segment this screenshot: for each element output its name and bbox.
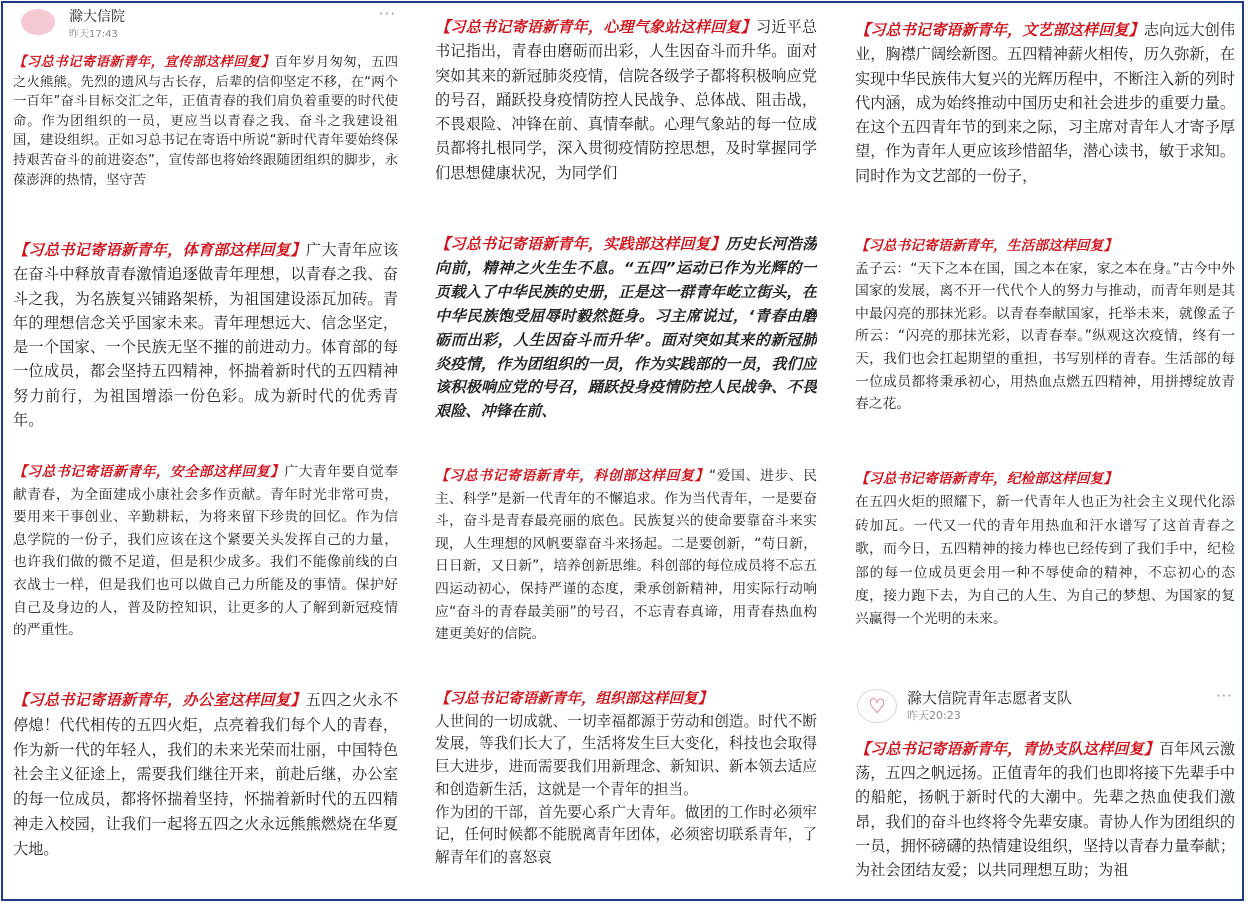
post-text bbox=[855, 235, 1235, 416]
screenshot-collage bbox=[1, 1, 1244, 901]
post-text bbox=[435, 688, 817, 802]
post-body: 在五四火炬的照耀下，新一代青年人也正为社会主义现代化添砖加瓦。一代又一代的青年用热血和汗水谱写了这首青春之歌，而今日，五四精神的接力棒也已经传到了我们手中，纪检部的每一位成员更会用一种不辱使命的精神，不忘初心的态度，接力跑下去，为自己的人生、为自己的梦想、为国家的复兴赢得一个光明的未来。 bbox=[855, 494, 1235, 628]
post-body: 百年岁月匆匆，五四之火熊熊。先烈的遗风与古长存，后辈的信仰坚定不移，在“两个一百年”奋斗目标交汇之年，正值青春的我们肩负着重要的时代使命。作为团组织的一员，更应当以青春之我、奋斗之我建设祖国，建设组织。正如习总书记在寄语中所说“新时代青年要始终保持艰苦奋斗的前进姿态”，宣传部也将始终跟随团组织的脚步，永葆澎湃的热情，坚守苦 bbox=[13, 55, 398, 188]
account-name[interactable]: 滁大信院 bbox=[69, 9, 125, 25]
timestamp: 昨天20:23 bbox=[907, 709, 961, 722]
post-body: 人世间的一切成就、一切幸福都源于劳动和创造。时代不断发展，等我们长大了，生活将发生巨大变化，科技也会取得巨大进步，进而需要我们用新理念、新知识、新本领去适应和创造新生活，这就是一个青年的担当。 bbox=[435, 712, 817, 798]
post-office bbox=[13, 688, 398, 901]
post-body: 五四之火永不停熄！代代相传的五四火炬，点亮着我们每个人的青春，作为新一代的年轻人，我们的未来光荣而壮丽，中国特色社会主义征途上，需要我们继往开来，前赴后继，办公室的每一位成员，都将怀揣着坚持，怀揣着新时代的五四精神走入校园，让我们一起将五四之火永远熊熊燃烧在华夏大地。 bbox=[13, 691, 398, 858]
post-body: “爱国、进步、民主、科学”是新一代青年的不懈追求。作为当代青年，一是要奋斗，奋斗是青春最亮丽的底色。民族复兴的使命要靠奋斗来实现，人生理想的风帆要靠奋斗来扬起。二是要创新，“苟日新，日日新，又日新”，培养创新思维。科创部的每位成员将不忘五四运动初心，保持严谨的态度，秉承创新精神，用实际行动响应“奋斗的青春最美丽”的号召，不忘青春真谛，用青春热血构建更美好的信院。 bbox=[435, 468, 817, 643]
post-text bbox=[435, 15, 817, 185]
post-body: 习近平总书记指出，青春由磨砺而出彩，人生因奋斗而升华。面对突如其来的新冠肺炎疫情，信院各级学子都将积极响应党的号召，踊跃投身疫情防控人民战争、总体战、阻击战，不畏艰险、冲锋在前、真情奉献。心理气象站的每一位成员都将扎根同学，深入贯彻疫情防控思想，及时掌握同学们思想健康状况，为同学们 bbox=[435, 18, 817, 182]
post-tag: 【习总书记寄语新青年，生活部这样回复】 bbox=[855, 238, 1118, 254]
column-left bbox=[13, 3, 398, 901]
post-organization bbox=[435, 688, 817, 901]
more-icon[interactable]: ··· bbox=[1215, 687, 1233, 705]
post-tag: 【习总书记寄语新青年，组织部这样回复】 bbox=[435, 690, 713, 707]
post-body: 历史长河浩荡向前，精神之火生生不息。“五四”运动已作为光辉的一页载入了中华民族的史册，正是这一群青年屹立街头，在中华民族饱受屈辱时毅然挺身。习主席说过，‘青春由磨砺而出彩，人生因奋斗而升华’。面对突如其来的新冠肺炎疫情，作为团组织的一员，作为实践部的一员，我们应该积极响应党的号召，踊跃投身疫情防控人民战争、不畏艰险、冲锋在前、 bbox=[435, 235, 817, 421]
post-header bbox=[13, 5, 398, 39]
post-text bbox=[13, 688, 398, 862]
post-text bbox=[13, 238, 398, 432]
post-sports bbox=[13, 238, 398, 456]
post-text bbox=[13, 461, 398, 642]
post-tag: 【习总书记寄语新青年，青协支队这样回复】 bbox=[855, 740, 1160, 758]
post-publicity bbox=[13, 5, 398, 223]
post-text bbox=[435, 465, 817, 646]
post-discipline bbox=[855, 468, 1235, 680]
post-tag: 【习总书记寄语新青年，办公室这样回复】 bbox=[13, 691, 306, 709]
post-body: 孟子云：“天下之本在国，国之本在家，家之本在身。”古今中外国家的发展，离不开一代代个人的努力与推动，而青年则是其中最闪亮的那抹光彩。以青春奉献国家，托举未来，就像孟子所云：“闪亮的那抹光彩，以青春奉。”纵观这次疫情，终有一天，我们也会扛起期望的重担，书写别样的青春。生活部的每一位成员都将秉承初心，用热血点燃五四精神，用拼搏绽放青春之花。 bbox=[855, 260, 1235, 413]
post-innovation bbox=[435, 465, 817, 683]
post-tag: 【习总书记寄语新青年，安全部这样回复】 bbox=[13, 464, 285, 480]
post-body: 广大青年要自觉奉献青春，为全面建成小康社会多作贡献。青年时光非常可贵，要用来干事创业、辛勤耕耘，为将来留下珍贵的回忆。作为信息学院的一份子，我们应该在这个紧要关头发挥自己的力量，也许我们做的微不足道，但是积少成多。我们不能像前线的白衣战士一样，但是我们也可以做自己力所能及的事情。保护好自己及身边的人，普及防控知识，让更多的人了解到新冠疫情的严重性。 bbox=[13, 464, 398, 639]
post-body: 志向远大创伟业，胸襟广阔绘新图。五四精神薪火相传，历久弥新，在实现中华民族伟大复兴的光辉历程中，不断注入新的列时代内涵，成为始终推动中国历史和社会进步的重要力量。在这个五四青年节的到来之际，习主席对青年人才寄予厚望，作为青年人更应该珍惜韶华，潜心读书，敏于求知。同时作为文艺部的一份子， bbox=[855, 21, 1235, 185]
post-tag: 【习总书记寄语新青年，实践部这样回复】 bbox=[435, 235, 726, 253]
column-right bbox=[855, 3, 1235, 901]
post-text bbox=[855, 737, 1235, 882]
post-tag: 【习总书记寄语新青年，科创部这样回复】 bbox=[435, 468, 709, 484]
column-middle bbox=[435, 3, 817, 901]
post-text bbox=[855, 468, 1235, 632]
post-text bbox=[13, 53, 398, 190]
post-psychology bbox=[435, 15, 817, 223]
post-text bbox=[855, 18, 1235, 188]
post-text-2: 作为团的干部，首先要心系广大青年。做团的工作时必须牢记，任何时候都不能脱离青年团体，必须密切联系青年，了解青年们的喜怒哀 bbox=[435, 803, 817, 866]
post-arts bbox=[855, 18, 1235, 228]
heart-icon[interactable]: ♡ bbox=[857, 689, 897, 723]
post-body: 广大青年应该在奋斗中释放青春激情追逐做青年理想，以青春之我、奋斗之我，为名族复兴铺路架桥，为祖国建设添瓦加砖。青年的理想信念关乎国家未来。青年理想远大、信念坚定，是一个国家、一个民族无坚不摧的前进动力。体育部的每一位成员，都会坚持五四精神，怀揣着新时代的五四精神努力前行，为祖国增添一份色彩。成为新时代的优秀青年。 bbox=[13, 241, 398, 430]
post-header bbox=[855, 687, 1235, 729]
post-text bbox=[435, 233, 817, 424]
post-body: 百年风云激荡，五四之帆远扬。正值青年的我们也即将接下先辈手中的船舵，扬帆于新时代的大潮中。先辈之热血使我们激昂，我们的奋斗也终将令先辈安康。青协人作为团组织的一员，拥怀磅礴的热情建设组织，坚持以青春力量奉献；为社会团结友爱；以共同理想互助；为祖 bbox=[855, 740, 1235, 880]
post-tag: 【习总书记寄语新青年，文艺部这样回复】 bbox=[855, 21, 1144, 39]
post-life bbox=[855, 235, 1235, 457]
avatar[interactable] bbox=[21, 9, 55, 35]
post-tag: 【习总书记寄语新青年，心理气象站这样回复】 bbox=[435, 18, 756, 36]
post-tag: 【习总书记寄语新青年，纪检部这样回复】 bbox=[855, 471, 1118, 487]
more-icon[interactable]: ··· bbox=[378, 5, 396, 23]
post-tag: 【习总书记寄语新青年，体育部这样回复】 bbox=[13, 241, 306, 259]
timestamp: 昨天17:43 bbox=[69, 29, 118, 40]
post-practice bbox=[435, 233, 817, 451]
post-volunteers bbox=[855, 687, 1235, 901]
post-safety bbox=[13, 461, 398, 683]
account-name[interactable]: 滁大信院青年志愿者支队 bbox=[907, 689, 1073, 707]
post-tag: 【习总书记寄语新青年，宣传部这样回复】 bbox=[13, 55, 275, 70]
